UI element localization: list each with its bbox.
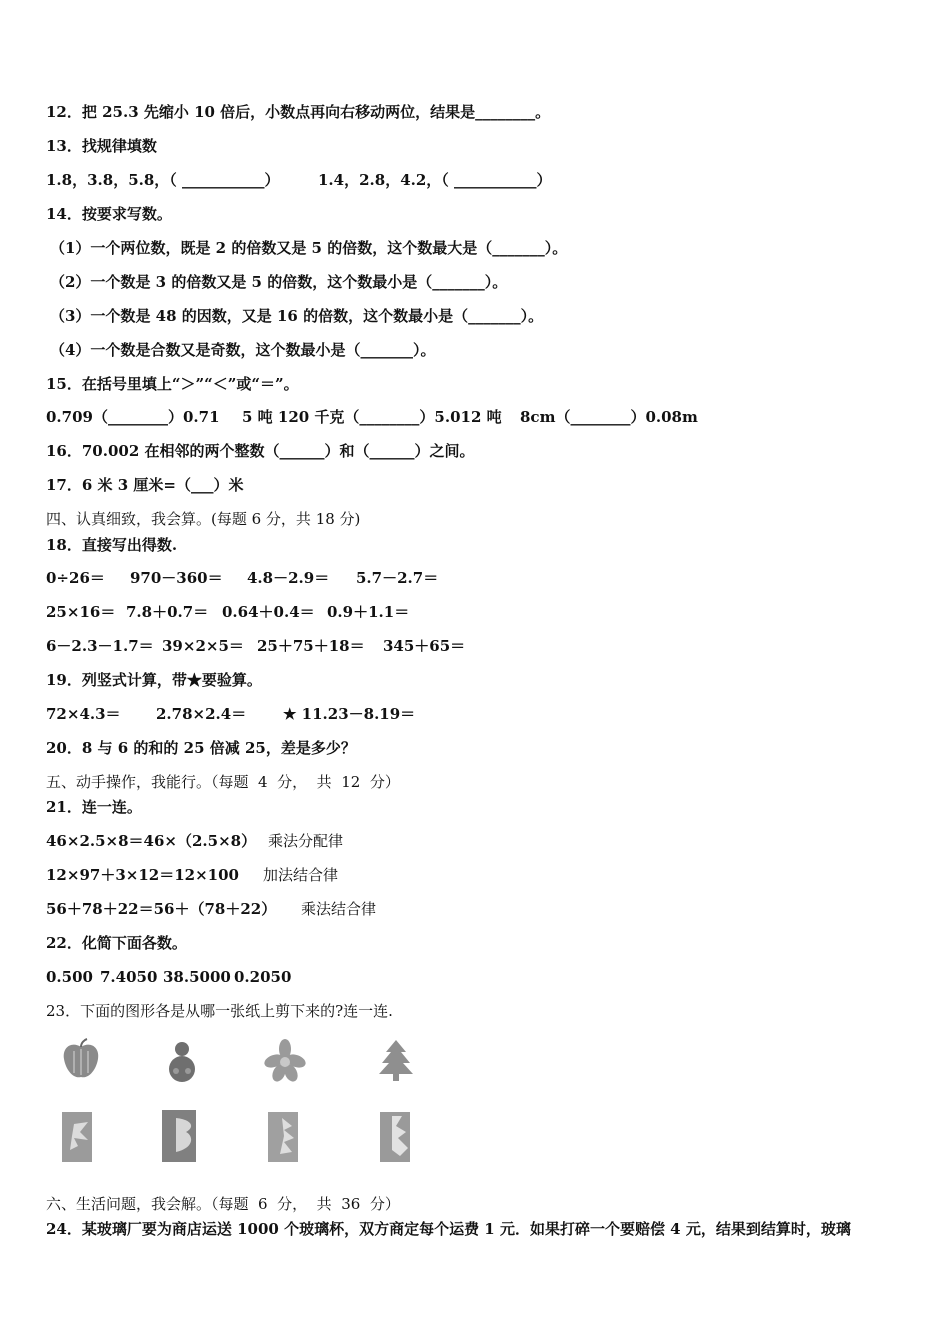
match-left-item: 56＋78＋22＝56＋（78＋22） — [46, 900, 277, 918]
vertical-calc-item: 2.78×2.4＝ — [156, 705, 247, 723]
simplify-item: 0.500 — [46, 968, 93, 986]
question-14-part-2: （2）一个数是 3 的倍数又是 5 的倍数，这个数最小是（_______）。 — [50, 273, 508, 291]
question-14-title: 14．按要求写数。 — [46, 205, 172, 223]
question-15-title: 15．在括号里填上“＞”“＜”或“＝”。 — [46, 375, 299, 393]
calc-item: 0÷26＝ — [46, 569, 105, 587]
match-right-item: 乘法分配律 — [268, 832, 344, 850]
question-14-part-1: （1）一个两位数，既是 2 的倍数又是 5 的倍数，这个数最大是（_______）。 — [50, 239, 568, 257]
question-18-title: 18．直接写出得数. — [46, 536, 178, 554]
calc-item: 0.9＋1.1＝ — [327, 603, 410, 621]
question-13-sequence-a: 1.8，3.8，5.8，（ ___________） — [46, 171, 280, 189]
section-4-heading: 四、认真细致，我会算。(每题 6 分，共 18 分) — [46, 510, 361, 528]
question-14-part-4: （4）一个数是合数又是奇数，这个数最小是（_______）。 — [50, 341, 436, 359]
question-15-item-a: 0.709（________）0.71 — [46, 408, 220, 426]
paper-sheet-4-icon — [378, 1110, 414, 1164]
calc-item: 39×2×5＝ — [162, 637, 244, 655]
question-15-item-c: 8cm（________）0.08m — [520, 408, 698, 426]
match-right-item: 乘法结合律 — [301, 900, 377, 918]
section-6-heading: 六、生活问题，我会解。（每题 6 分， 共 36 分） — [46, 1195, 400, 1213]
vertical-calc-item: 72×4.3＝ — [46, 705, 121, 723]
simplify-item: 38.5000 — [163, 968, 231, 986]
calc-item: 4.8－2.9＝ — [247, 569, 330, 587]
calc-item: 345＋65＝ — [383, 637, 466, 655]
calc-item: 25×16＝ — [46, 603, 116, 621]
question-22-title: 22．化简下面各数。 — [46, 934, 187, 952]
question-20: 20．8 与 6 的和的 25 倍减 25，差是多少？ — [46, 739, 356, 757]
calc-item: 970－360＝ — [130, 569, 223, 587]
question-23-title: 23．下面的图形各是从哪一张纸上剪下来的?连一连. — [46, 1002, 393, 1020]
calc-item: 25＋75＋18＝ — [257, 637, 365, 655]
paper-sheet-3-icon — [266, 1110, 302, 1164]
simplify-item: 7.4050 — [100, 968, 158, 986]
simplify-item: 0.2050 — [234, 968, 292, 986]
question-13-sequence-b: 1.4，2.8，4.2，（ ___________） — [318, 171, 552, 189]
question-13-title: 13．找规律填数 — [46, 137, 157, 155]
question-15-item-b: 5 吨 120 千克（________）5.012 吨 — [242, 408, 502, 426]
question-21-title: 21．连一连。 — [46, 798, 142, 816]
calc-item: 6－2.3－1.7＝ — [46, 637, 154, 655]
leaf-flower-shape-icon — [262, 1037, 308, 1083]
paper-sheet-2-icon — [160, 1108, 200, 1164]
paper-sheet-1-icon — [60, 1110, 96, 1164]
match-left-item: 12×97＋3×12＝12×100 — [46, 866, 239, 884]
question-16: 16．70.002 在相邻的两个整数（______）和（______）之间。 — [46, 442, 475, 460]
tree-shape-icon — [373, 1037, 419, 1083]
calc-item: 7.8＋0.7＝ — [126, 603, 209, 621]
calc-item: 5.7－2.7＝ — [356, 569, 439, 587]
question-12: 12．把 25.3 先缩小 10 倍后，小数点再向右移动两位，结果是________。 — [46, 103, 551, 121]
calc-item: 0.64＋0.4＝ — [222, 603, 315, 621]
question-19-title: 19．列竖式计算，带★要验算。 — [46, 671, 262, 689]
question-14-part-3: （3）一个数是 48 的因数，又是 16 的倍数，这个数最小是（_______）。 — [50, 307, 544, 325]
match-right-item: 加法结合律 — [263, 866, 339, 884]
vertical-calc-item: ★ 11.23－8.19＝ — [283, 705, 416, 723]
section-5-heading: 五、动手操作，我能行。（每题 4 分， 共 12 分） — [46, 773, 400, 791]
apple-shape-icon — [58, 1037, 104, 1083]
match-left-item: 46×2.5×8＝46×（2.5×8） — [46, 832, 257, 850]
question-17: 17．6 米 3 厘米=（___）米 — [46, 476, 244, 494]
question-24: 24．某玻璃厂要为商店运送 1000 个玻璃杯，双方商定每个运费 1 元．如果打碎一个要赔偿 4 元，结果到结算时，玻璃 — [46, 1220, 851, 1238]
gourd-shape-icon — [162, 1037, 202, 1085]
